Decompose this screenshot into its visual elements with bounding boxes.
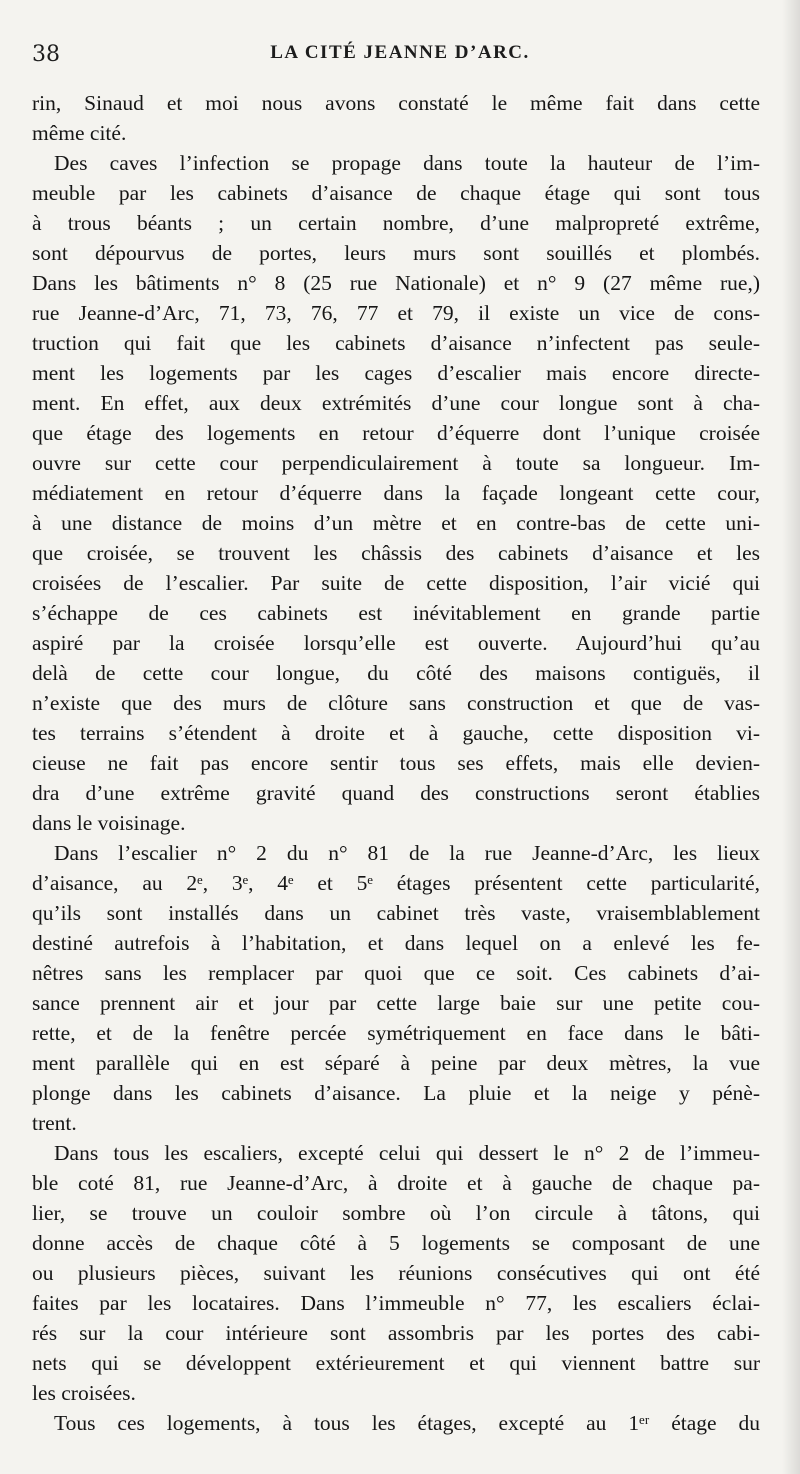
text-line: faites par les locataires. Dans l’immeuble n° 77, les escaliers éclai- (32, 1291, 760, 1315)
text-line: qu’ils sont installés dans un cabinet très vaste, vraisemblablement (32, 901, 760, 925)
text-line: rin, Sinaud et moi nous avons constaté le même fait dans cette (32, 91, 760, 115)
page-edge-shadow (782, 0, 800, 1474)
text-line: truction qui fait que les cabinets d’aisance n’infectent pas seule- (32, 331, 760, 355)
text-line: meuble par les cabinets d’aisance de chaque étage qui sont tous (32, 181, 760, 205)
text-line: Dans l’escalier n° 2 du n° 81 de la rue Jeanne-d’Arc, les lieux (54, 841, 760, 865)
text-line: ment. En effet, aux deux extrémités d’une cour longue sont à cha- (32, 391, 760, 415)
text-line: d’aisance, au 2ᵉ, 3ᵉ, 4ᵉ et 5ᵉ étages présentent cette particularité, (32, 871, 760, 895)
text-line: n’existe que des murs de clôture sans construction et que de vas- (32, 691, 760, 715)
text-line: lier, se trouve un couloir sombre où l’on circule à tâtons, qui (32, 1201, 760, 1225)
text-line: croisées de l’escalier. Par suite de cette disposition, l’air vicié qui (32, 571, 760, 595)
text-line: même cité. (32, 121, 127, 145)
text-line: dra d’une extrême gravité quand des constructions seront établies (32, 781, 760, 805)
text-line: Dans tous les escaliers, excepté celui qui dessert le n° 2 de l’immeu- (54, 1141, 760, 1165)
text-line: ment parallèle qui en est séparé à peine par deux mètres, la vue (32, 1051, 760, 1075)
text-line: sance prennent air et jour par cette large baie sur une petite cou- (32, 991, 760, 1015)
page-number: 38 (32, 42, 60, 67)
text-line: rette, et de la fenêtre percée symétriquement en face dans le bâti- (32, 1021, 760, 1045)
text-line: ment les logements par les cages d’escalier mais encore directe- (32, 361, 760, 385)
text-line: Des caves l’infection se propage dans toute la hauteur de l’im- (54, 151, 760, 175)
text-line: delà de cette cour longue, du côté des maisons contiguës, il (32, 661, 760, 685)
text-line: sont dépourvus de portes, leurs murs sont souillés et plombés. (32, 241, 760, 265)
text-line: destiné autrefois à l’habitation, et dans lequel on a enlevé les fe- (32, 931, 760, 955)
text-line: ble coté 81, rue Jeanne-d’Arc, à droite et à gauche de chaque pa- (32, 1171, 760, 1195)
text-line: s’échappe de ces cabinets est inévitablement en grande partie (32, 601, 760, 625)
text-line: plonge dans les cabinets d’aisance. La pluie et la neige y pénè- (32, 1081, 760, 1105)
text-line: ou plusieurs pièces, suivant les réunions consécutives qui ont été (32, 1261, 760, 1285)
text-line: médiatement en retour d’équerre dans la façade longeant cette cour, (32, 481, 760, 505)
text-line: les croisées. (32, 1381, 136, 1405)
text-line: nets qui se développent extérieurement et qui viennent battre sur (32, 1351, 760, 1375)
text-line: nêtres sans les remplacer par quoi que ce soit. Ces cabinets d’ai- (32, 961, 760, 985)
text-line: que étage des logements en retour d’équerre dont l’unique croisée (32, 421, 760, 445)
text-line: cieuse ne fait pas encore sentir tous ses effets, mais elle devien- (32, 751, 760, 775)
text-line: rue Jeanne-d’Arc, 71, 73, 76, 77 et 79, il existe un vice de cons- (32, 301, 760, 325)
text-line: rés sur la cour intérieure sont assombris par les portes des cabi- (32, 1321, 760, 1345)
text-line: donne accès de chaque côté à 5 logements se composant de une (32, 1231, 760, 1255)
text-line: ouvre sur cette cour perpendiculairement à toute sa longueur. Im- (32, 451, 760, 475)
text-line: Tous ces logements, à tous les étages, excepté au 1ᵉʳ étage du (54, 1411, 760, 1435)
text-line: Dans les bâtiments n° 8 (25 rue Nationale) et n° 9 (27 même rue,) (32, 271, 760, 295)
text-line: trent. (32, 1111, 77, 1135)
text-line: à trous béants ; un certain nombre, d’une malpropreté extrême, (32, 211, 760, 235)
text-line: tes terrains s’étendent à droite et à gauche, cette disposition vi- (32, 721, 760, 745)
text-line: aspiré par la croisée lorsqu’elle est ouverte. Aujourd’hui qu’au (32, 631, 760, 655)
running-title: LA CITÉ JEANNE D’ARC. (270, 42, 530, 63)
text-line: à une distance de moins d’un mètre et en contre-bas de cette uni- (32, 511, 760, 535)
text-line: que croisée, se trouvent les châssis des cabinets d’aisance et les (32, 541, 760, 565)
text-line: dans le voisinage. (32, 811, 186, 835)
